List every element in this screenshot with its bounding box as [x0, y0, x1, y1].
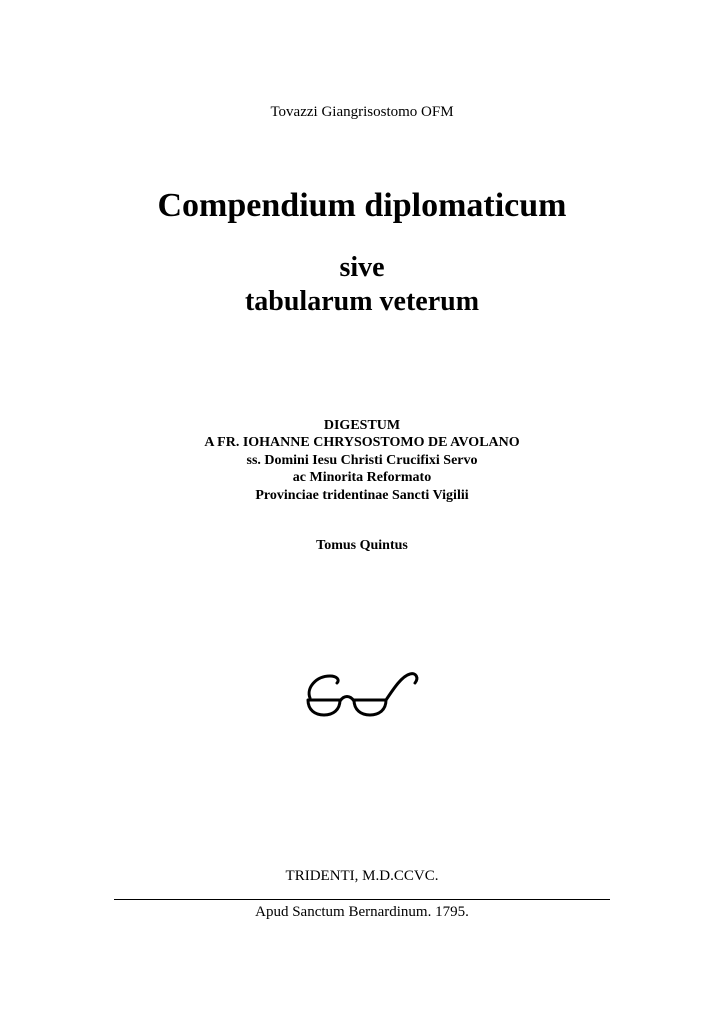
author-line: Tovazzi Giangrisostomo OFM [270, 104, 454, 120]
digestum-line-3: ss. Domini Iesu Christi Crucifixi Servo [246, 453, 478, 468]
digestum-line-4: ac Minorita Reformato [292, 470, 432, 485]
spectacles-icon [304, 666, 420, 718]
divider-rule [114, 899, 610, 900]
digestum-line-5: Provinciae tridentinae Sancti Vigilii [255, 488, 469, 503]
subtitle-line-1: sive [339, 252, 385, 283]
subtitle-line-2: tabularum veterum [244, 286, 480, 317]
digestum-author: A FR. IOHANNE CHRYSOSTOMO DE AVOLANO [204, 435, 520, 450]
book-title: Compendium diplomaticum [157, 187, 567, 224]
place-date: TRIDENTI, M.D.CCVC. [285, 868, 439, 884]
volume-label: Tomus Quintus [316, 538, 408, 553]
imprint-line: Apud Sanctum Bernardinum. 1795. [255, 904, 469, 920]
digestum-heading: DIGESTUM [323, 418, 401, 433]
